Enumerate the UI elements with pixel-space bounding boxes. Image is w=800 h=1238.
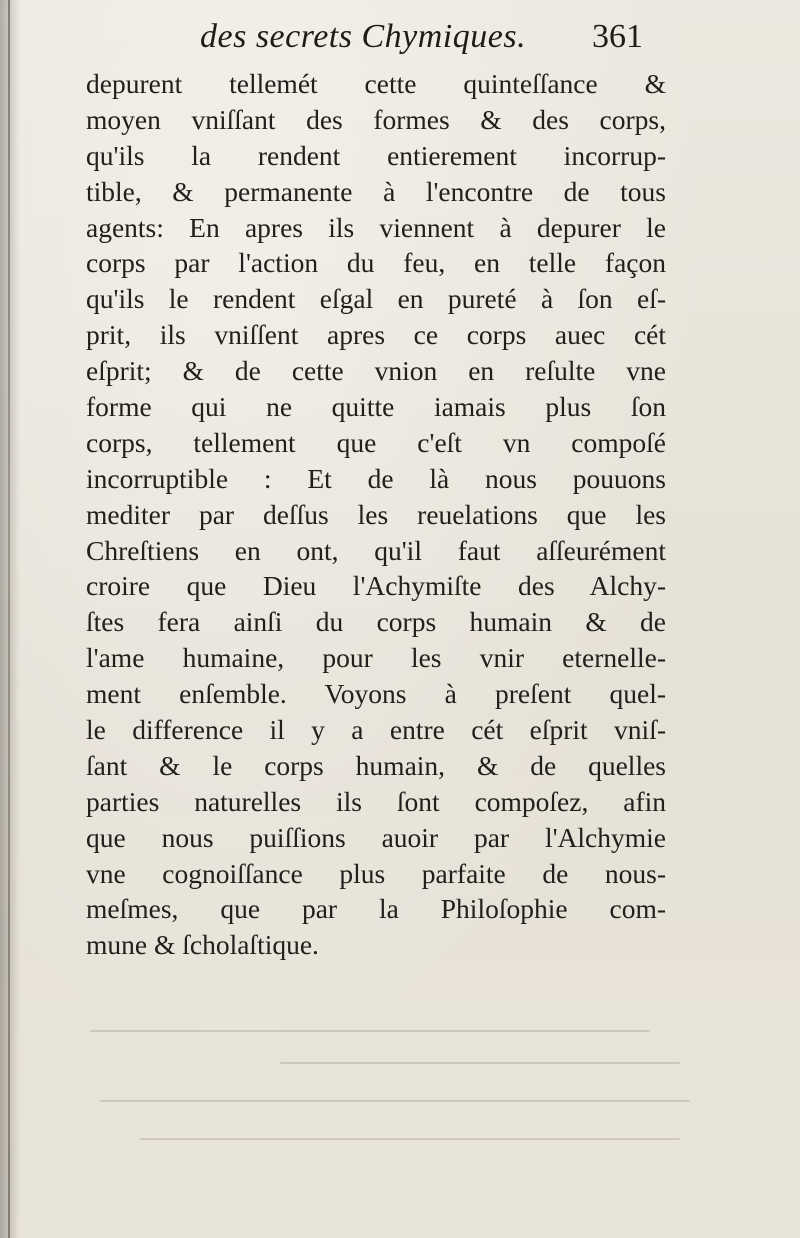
text-line: qu'ils la rendent entierement incorrup- xyxy=(86,139,666,171)
text-line: corps, tellement que c'eſt vn compoſé xyxy=(86,426,666,458)
page-number: 361 xyxy=(592,18,643,55)
text-line: ſant & le corps humain, & de quelles xyxy=(86,749,666,781)
text-line: prit, ils vniſſent apres ce corps auec cét xyxy=(86,319,666,351)
text-line: mediter par deſſus les reuelations que les xyxy=(86,498,666,530)
ghost-line xyxy=(280,1062,680,1064)
text-line: corps par l'action du feu, en telle façon xyxy=(86,247,666,279)
text-line: agents: En apres ils viennent à depurer le xyxy=(86,211,666,243)
text-line: croire que Dieu l'Achymiſte des Alchy- xyxy=(86,570,666,602)
text-line: moyen vniſſant des formes & des corps, xyxy=(86,103,666,135)
text-line: qu'ils le rendent eſgal en pureté à ſon eſ- xyxy=(86,283,666,315)
ghost-line xyxy=(140,1138,680,1140)
text-line: le difference il y a entre cét eſprit vniſ- xyxy=(86,714,666,746)
text-line: l'ame humaine, pour les vnir eternelle- xyxy=(86,642,666,674)
text-line: forme qui ne quitte iamais plus ſon xyxy=(86,391,666,423)
text-line: mune & ſcholaſtique. xyxy=(86,929,319,961)
text-line: meſmes, que par la Philoſophie com- xyxy=(86,893,666,925)
show-through-marks xyxy=(80,1000,720,1200)
text-line: depurent tellemét cette quinteſſance & xyxy=(86,68,666,99)
ghost-line xyxy=(100,1100,690,1102)
text-line: Chreſtiens en ont, qu'il faut aſſeurément xyxy=(86,534,666,566)
binding-shadow xyxy=(0,0,20,1238)
text-line: vne cognoiſſance plus parfaite de nous- xyxy=(86,857,666,889)
ghost-line xyxy=(90,1030,650,1032)
text-line: tible, & permanente à l'encontre de tous xyxy=(86,175,666,207)
body-text xyxy=(86,66,666,963)
text-line: ſtes fera ainſi du corps humain & de xyxy=(86,606,666,638)
text-line: parties naturelles ils ſont compoſez, afin xyxy=(86,785,666,817)
page-header xyxy=(0,18,800,68)
text-line: que nous puiſſions auoir par l'Alchymie xyxy=(86,821,666,853)
running-title: des secrets Chymiques. xyxy=(200,18,527,55)
text-line: incorruptible : Et de là nous pouuons xyxy=(86,462,666,494)
text-line: ment enſemble. Voyons à preſent quel- xyxy=(86,678,666,710)
text-line: eſprit; & de cette vnion en reſulte vne xyxy=(86,355,666,387)
binding-edge xyxy=(8,0,10,1238)
